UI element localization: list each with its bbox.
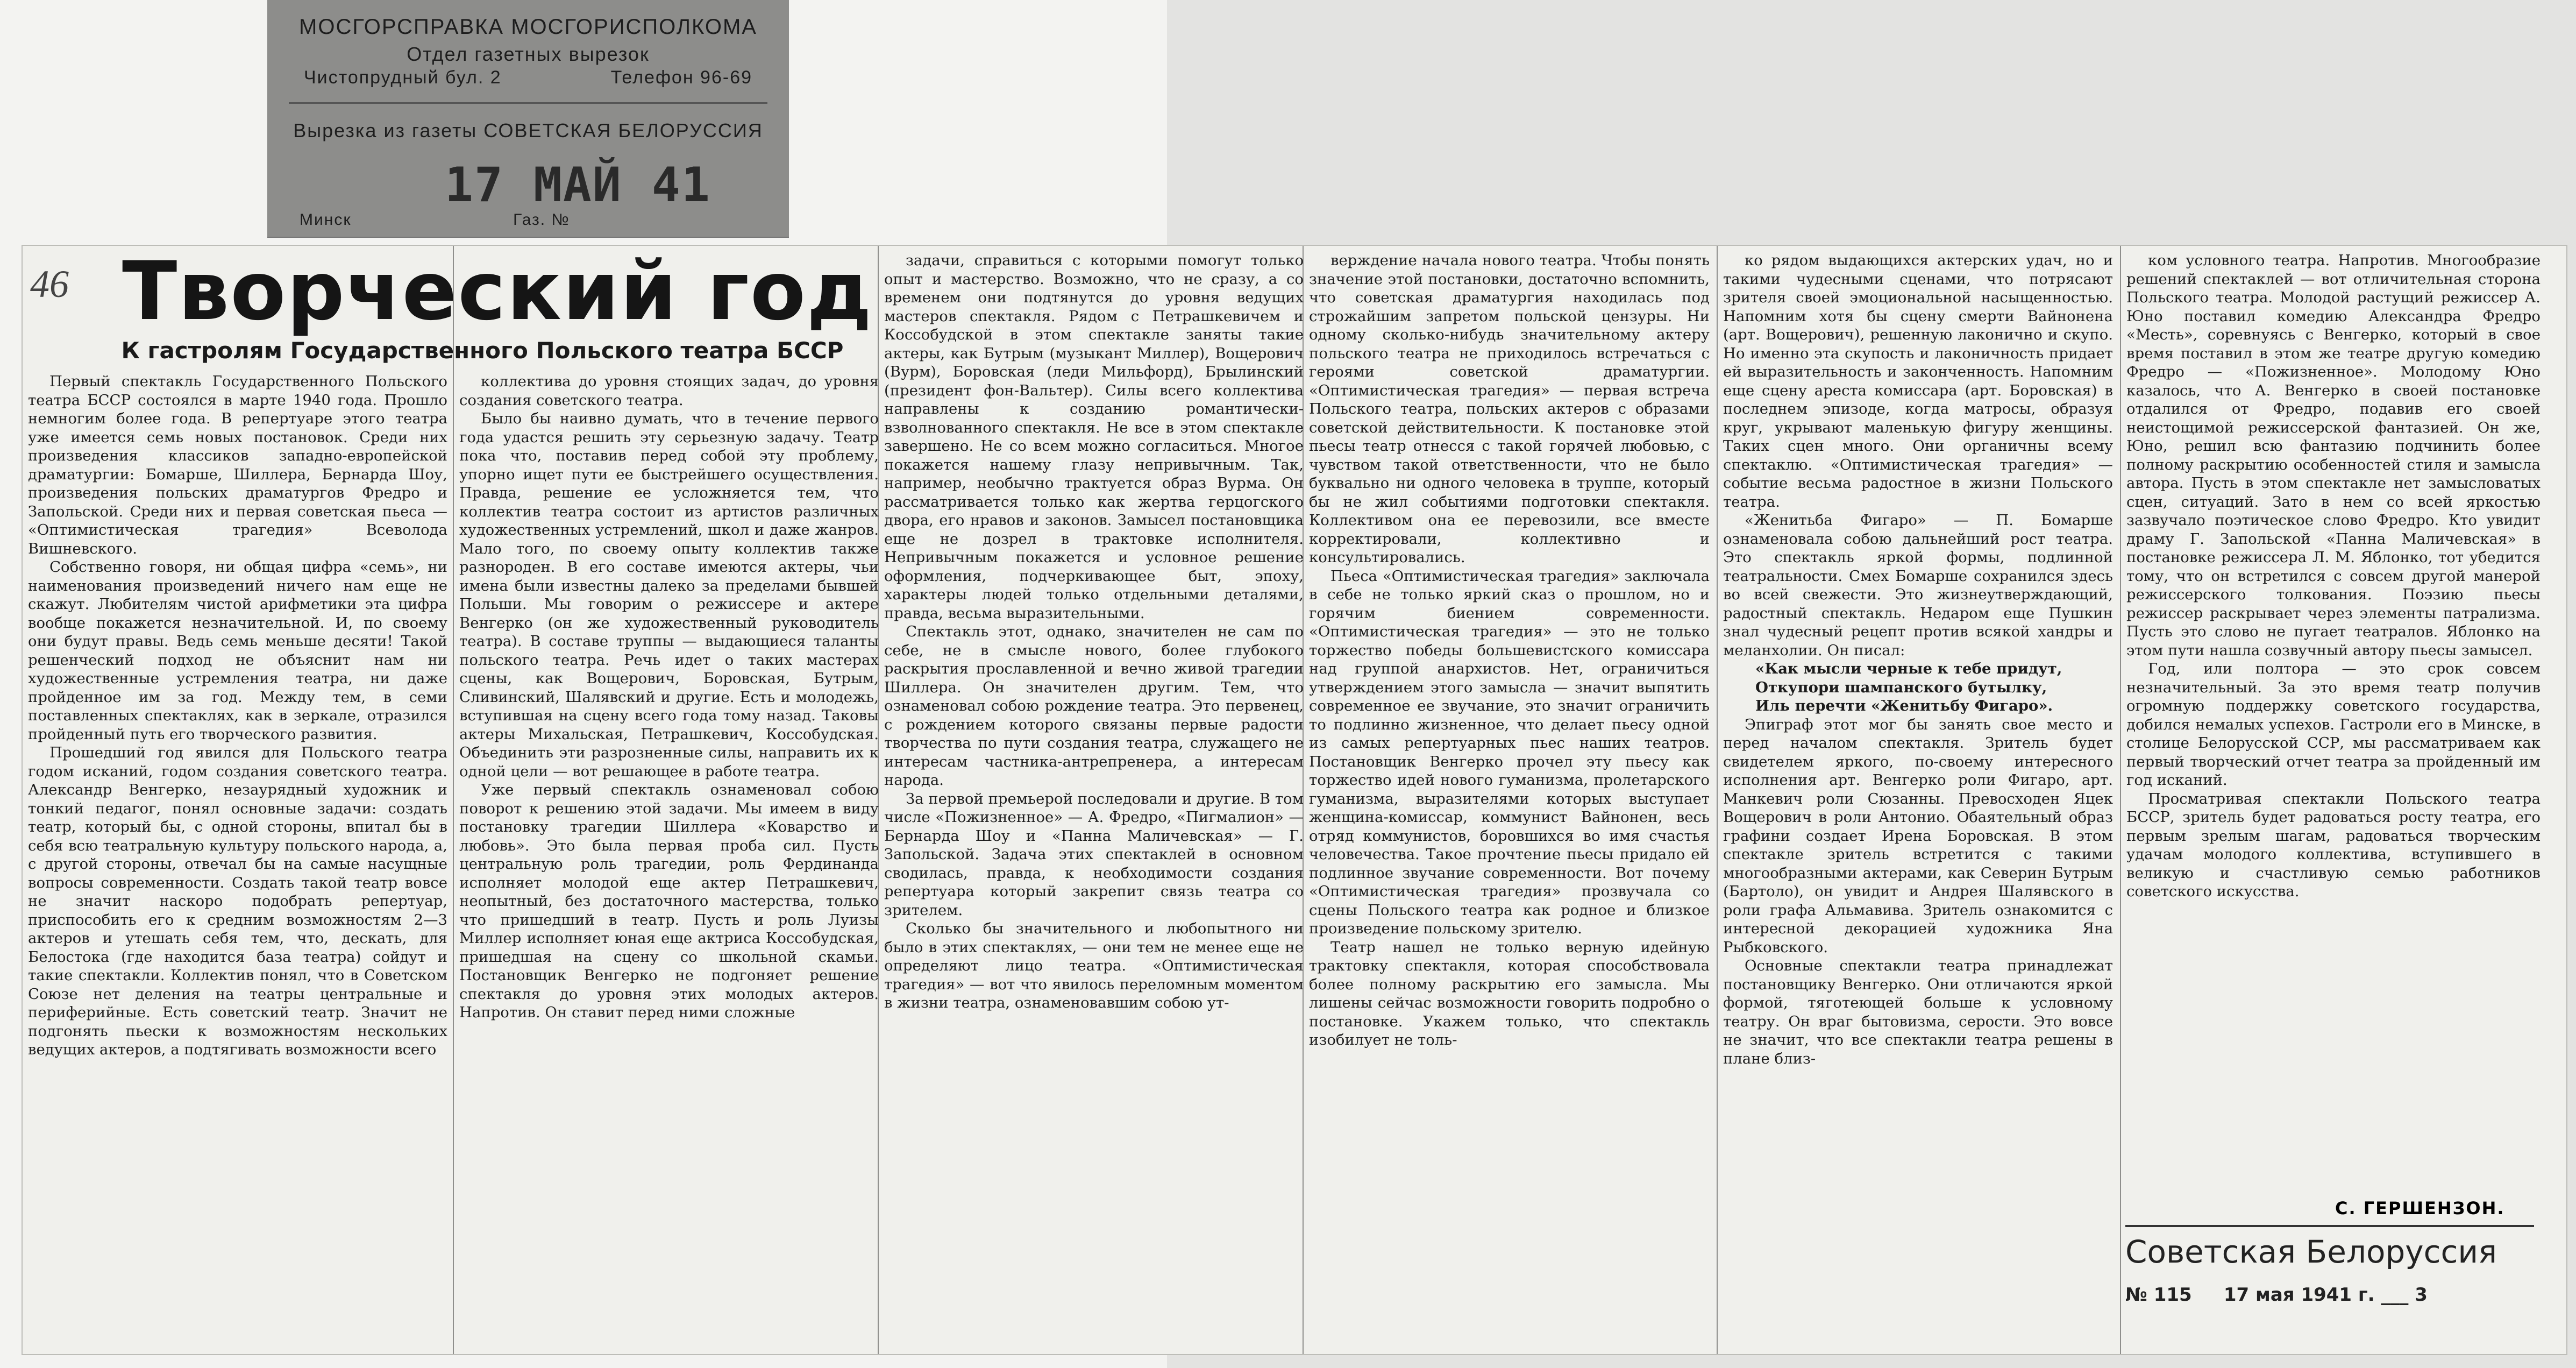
stamp-phone: Телефон 96-69 [610,67,753,88]
paragraph: ко рядом выдающихся актерских удач, но и такими чудесными сценами, что потрясают зрителя своей эмоциональной насыщенностью. Напомним хотя бы сцену смерти Вайнонена (арт. Вощерович), решенную лаконично и скупо. Но именно эта скупость и лаконичность придает ей выразительность и законченность. Напомним еще сцену ареста комиссара (арт. Боровская) в последнем эпизоде, когда матросы, образуя круг, укрывают маленькую фигуру женщины. Таких сцен много. Они органичны всему спектаклю. «Оптимистическая трагедия» — событие весьма радостное в жизни Польского театра. [1723,252,2113,511]
stamp-address-line [267,67,789,88]
verse-line: «Как мысли черные к тебе придут, [1755,660,2062,677]
article-column-6 [2126,251,2541,1187]
paragraph: «Женитьба Фигаро» — П. Бомарше ознаменовала собою дальнейший рост театра. Это спектакль яркой формы, подлинной театральности. Смех Бомарше сохранился здесь во всей свежести. Это жизнеутверждающий, радостный спектакль. Недаром еще Пушкин знал чудесный рецепт против всякой хандры и меланхолии. Он писал: [1723,512,2113,659]
paragraph: ком условного театра. Напротив. Многообразие решений спектаклей — вот отличительная сторона Польского театра. Молодой растущий режиссер А. Юно поставил комедию Александра Фредро «Месть», соревнуясь с Венгерко, который в свое время поставил в этом же театре другую комедию Фредро — «Пожизненное». Молодому Юно казалось, что А. Венгерко в своей постановке отдалился от Фредро, подавив его своей неистощимой режиссерской фантазией. Он же, Юно, решил всю фантазию подчинить более полному раскрытию особенностей стиля и замысла автора. Пусть в этом спектакле нет замысловатых сцен, ситуаций. Зато в нем со всей яркостью зазвучало поэтическое слово Фредро. Кто увидит драму Г. Запольской «Панна Маличевская» в постановке режиссера Л. М. Яблонко, тот убедится тому, что он встретился с совсем другой манерой режиссерского толкования. Поэзию пьесы режиссер раскрывает через элементы патрализма. Пусть это слово не пугает театралов. Яблонко на этом пути нашла созвучный автору пьесы замысел. [2126,252,2541,659]
paragraph: Спектакль этот, однако, значителен не сам по себе, не в смысле нового, более глубокого раскрытия прославленной и вечно живой трагедии Шиллера. Он значителен другим. Тем, что ознаменовал собою рождение театра. Это первенец, с рождением которого связаны первые радости творчества по пути создания театра, служащего не интересам частника-антрепренера, а интересам народа. [884,623,1304,789]
author-signature: С. ГЕРШЕНЗОН. [2335,1198,2505,1218]
paragraph: За первой премьерой последовали и другие. В том числе «Пожизненное» — А. Фредро, «Пигмалион» — Бернарда Шоу и «Панна Маличевская» — Г. Запольской. Задача этих спектаклей в основном сводилась, правда, к необходимости создания репертуара который закрепит связь театра со зрителем. [884,790,1304,919]
paragraph: верждение начала нового театра. Чтобы понять значение этой постановки, достаточно вспомнить, что советская драматургия находилась под строжайшим запретом польской цензуры. Ни одному сколько-нибудь значительному актеру польского театра не приходилось встречаться с героями советской драматургии. «Оптимистическая трагедия» — первая встреча Польского театра, польских актеров с образами советской действительности. К постановке этой пьесы театр отнесся с такой горячей любовью, с чувством такой ответственности, что не было буквально ни одного человека в труппе, который бы не жил событиями подготовки спектакля. Коллективом она ее перевозили, все вместе корректировали, коллективно и консультировались. [1309,252,1710,566]
paragraph: Театр нашел не только верную идейную трактовку спектакля, которая способствовала более полному раскрытию его замысла. Мы лишены сейчас возможности говорить подробно о постановке. Укажем только, что спектакль изобилует не толь- [1309,938,1710,1048]
verse-line: Откупори шампанского бутылку, [1755,678,2047,696]
stamp-divider [289,102,767,104]
issue-info: № 115 17 мая 1941 г. ___ 3 [2125,1284,2428,1306]
article-column-2 [459,372,879,1346]
column-rule [1717,246,1718,1354]
stamp-dept: Отдел газетных вырезок [407,43,650,65]
paragraph: Уже первый спектакль ознаменовал собою поворот к решению этой задачи. Мы имеем в виду постановку трагедии Шиллера «Коварство и любовь». Это была первая проба сил. Пусть центральную роль трагедии, роль Фердинанда исполняет молодой еще актер Петрашкевич, неопытный, без достаточного мастерства, только что пришедший в театр. Пусть и роль Луизы Миллер исполняет юная еще актриса Коссобудская, пришедшая на сцену со школьной скамьи. Постановщик Венгерко не подгоняет решение спектакля до уровня этих молодых актеров. Напротив. Он ставит перед ними сложные [459,781,879,1021]
paragraph: Прошедший год явился для Польского театра годом исканий, годом создания советского театра. Александр Венгерко, незаурядный художник и тонкий педагог, понял основные задачи: создать театр, который бы, с одной стороны, впитал бы в себя всю театральную культуру польского народа, а, с другой стороны, отвечал бы на самые насущные вопросы современности. Создать такой театр вовсе не значит наскоро подобрать репертуар, приспособить его к средним возможностям 2—3 актеров и утешать себя тем, что, дескать, для Белостока (где находится база театра) сойдут и такие спектакли. Коллектив понял, что в Советском Союзе нет деления на театры центральные и периферийные. Есть советский театр. Значит не подгонять пьески к возможностям нескольких ведущих актеров, а подтягивать возможности всего [28,744,447,1058]
article-title: Творческий год [122,245,873,338]
stamp-gazette-no: Газ. № [513,211,570,229]
paragraph: Собственно говоря, ни общая цифра «семь», ни наименования произведений ничего нам еще не скажут. Любителям чистой арифметики эта цифра вообще покажется незначительной. И, по своему они будут правы. Ведь семь меньше десяти! Такой решенческий подход не объяснит нам ни художественные устремления театра, ни даже пройденное им за год. Между тем, в семи поставленных спектаклях, как в зеркале, отразился пройденный путь его творческого развития. [28,558,447,743]
stamp-city-line [300,211,570,229]
column-rule [453,246,454,1354]
paragraph: Сколько бы значительного и любопытного ни было в этих спектаклях, — они тем не менее еще не определяют лицо театра. «Оптимистическая трагедия» — вот что явилось переломным моментом в жизни театра, ознаменовавшим собою ут- [884,920,1304,1011]
source-divider [2125,1225,2534,1227]
newspaper-clipping [22,245,2567,1355]
paragraph: Просматривая спектакли Польского театра БССР, зритель будет радоваться росту театра, его первым зрелым шагам, радоваться творческим удачам молодого коллектива, вступившего в великую и счастливую семью работников советского искусства. [2126,790,2541,900]
verse-line: Иль перечти «Женитьбу Фигаро». [1755,697,2053,714]
paragraph: Было бы наивно думать, что в течение первого года удастся решить эту серьезную задачу. Театр пока что, поставив перед собой эту проблему, упорно ищет пути ее быстрейшего осуществления. Правда, решение ее усложняется тем, что коллектив театра состоит из артистов различных художественных устремлений, школ и даже жанров. Мало того, по своему опыту коллектив также разнороден. В его составе имеются актеры, чьи имена были известны далеко за пределами бывшей Польши. Мы говорим о режиссере и актере Венгерко (он же художественный руководитель театра). В составе труппы — выдающиеся таланты польского театра. Речь идет о таких мастерах сцены, как Вощерович, Боровская, Бутрым, Сливинский, Шалявский и другие. Есть и молодежь, вступившая на сцену всего года тому назад. Таковы актеры Михальская, Петрашкевич, Коссобудская. Объединить эти разрозненные силы, направить их к одной цели — вот решающее в работе театра. [459,410,879,780]
pencil-page-mark: 46 [30,263,69,306]
paragraph: Пьеса «Оптимистическая трагедия» заключала в себе не только яркий сказ о прошлом, но и горячим биением современности. «Оптимистическая трагедия» — это не только торжество победы большевистского комиссара над группой анархистов. Нет, ограничиться утверждением этого замысла — значит выпятить современное ее звучание, это значит ограничить то подлинно жизненное, что делает пьесу одной из самых репертуарных пьес наших театров. Постановщик Венгерко прочел эту пьесу как торжество идей нового гуманизма, пролетарского гуманизма, выразителями которых выступает женщина-комиссар, коммунист Вайнонен, весь отряд коммунистов, боровшихся во имя счастья человечества. Такое прочтение пьесы придало ей подлинное звучание современности. Вот почему «Оптимистическая трагедия» прозвучала со сцены Польского театра как родное и близкое произведение польскому зрителю. [1309,567,1710,937]
paragraph: Основные спектакли театра принадлежат постановщику Венгерко. Они отличаются яркой формой, тяготеющей больше к условному театру. Он враг бытовизма, серости. Это вовсе не значит, что все спектакли театра решены в плане близ- [1723,957,2113,1067]
article-column-1 [28,372,447,1346]
stamp-org: МОСГОРСПРАВКА МОСГОРИСПОЛКОМА [299,15,757,39]
article-column-5 [1723,251,2113,1346]
paragraph: коллектива до уровня стоящих задач, до уровня создания советского театра. [459,373,879,409]
stamp-date: 17 МАЙ 41 [445,157,711,212]
stamp-city: Минск [300,211,352,229]
stamp-clipping-from: Вырезка из газеты СОВЕТСКАЯ БЕЛОРУССИЯ [293,119,763,141]
article-column-3 [884,251,1304,1346]
paragraph: задачи, справиться с которыми помогут только опыт и мастерство. Возможно, что не сразу, а со временем они подтянутся до уровня ведущих мастеров спектакля. Рядом с Петрашкевичем и Коссобудской в этом спектакле заняты такие актеры, как Бутрым (музыкант Миллер), Вощерович (Вурм), Боровская (леди Мильфорд), Брылинский (президент фон-Вальтер). Силы всего коллектива направлены к созданию романтически-взволнованного спектакля. Не все в этом спектакле завершено. Не со всем можно согласиться. Многое покажется нашему глазу непривычным. Так, например, необычно трактуется образ Вурма. Он рассматривается только как жертва герцогского двора, его нравов и законов. Замысел постановщика еще не дозрел в трактовке исполнителя. Непривычным покажется и условное решение оформления, подчеркивающее быт, эпоху, характеры людей только отдельными деталями, правда, весьма выразительными. [884,252,1304,622]
paragraph: Год, или полтора — это срок совсем незначительный. За это время театр получив огромную поддержку советского государства, добился немалых успехов. Гастроли его в Минске, в столице Белорусской ССР, мы рассматриваем как первый творческий отчет театра за пройденный им год исканий. [2126,660,2541,789]
column-rule [2120,246,2121,1354]
archive-stamp [267,0,789,238]
article-column-4 [1309,251,1710,1346]
article-subtitle: К гастролям Государственного Польского театра БССР [121,337,844,364]
paragraph: Первый спектакль Государственного Польского театра БССР состоялся в марте 1940 года. Прошло немногим более года. В репертуаре этого театра уже имеется семь новых постановок. Среди них произведения классиков западно-европейской драматургии: Бомарше, Шиллера, Бернарда Шоу, произведения польских драматургов Фредро и Запольской. Среди них и первая советская пьеса — «Оптимистическая трагедия» Всеволода Вишневского. [28,373,447,557]
paragraph: Эпиграф этот мог бы занять свое место и перед началом спектакля. Зритель будет свидетелем яркого, по-своему интересного исполнения арт. Венгерко роли Фигаро, арт. Манкевич роли Сюзанны. Превосходен Яцек Вощерович в роли Антонио. Обаятельный образ графини создает Ирена Боровская. В этом спектакле зритель встретится с такими многообразными актерами, как Северин Бутрым (Бартоло), он увидит и Андрея Шалявского в роли графа Альмавива. Зритель ознакомится с интересной декорацией художника Яна Рыбковского. [1723,715,2113,956]
newspaper-name: Советская Белоруссия [2125,1234,2497,1270]
stamp-address: Чистопрудный бул. 2 [303,67,502,88]
